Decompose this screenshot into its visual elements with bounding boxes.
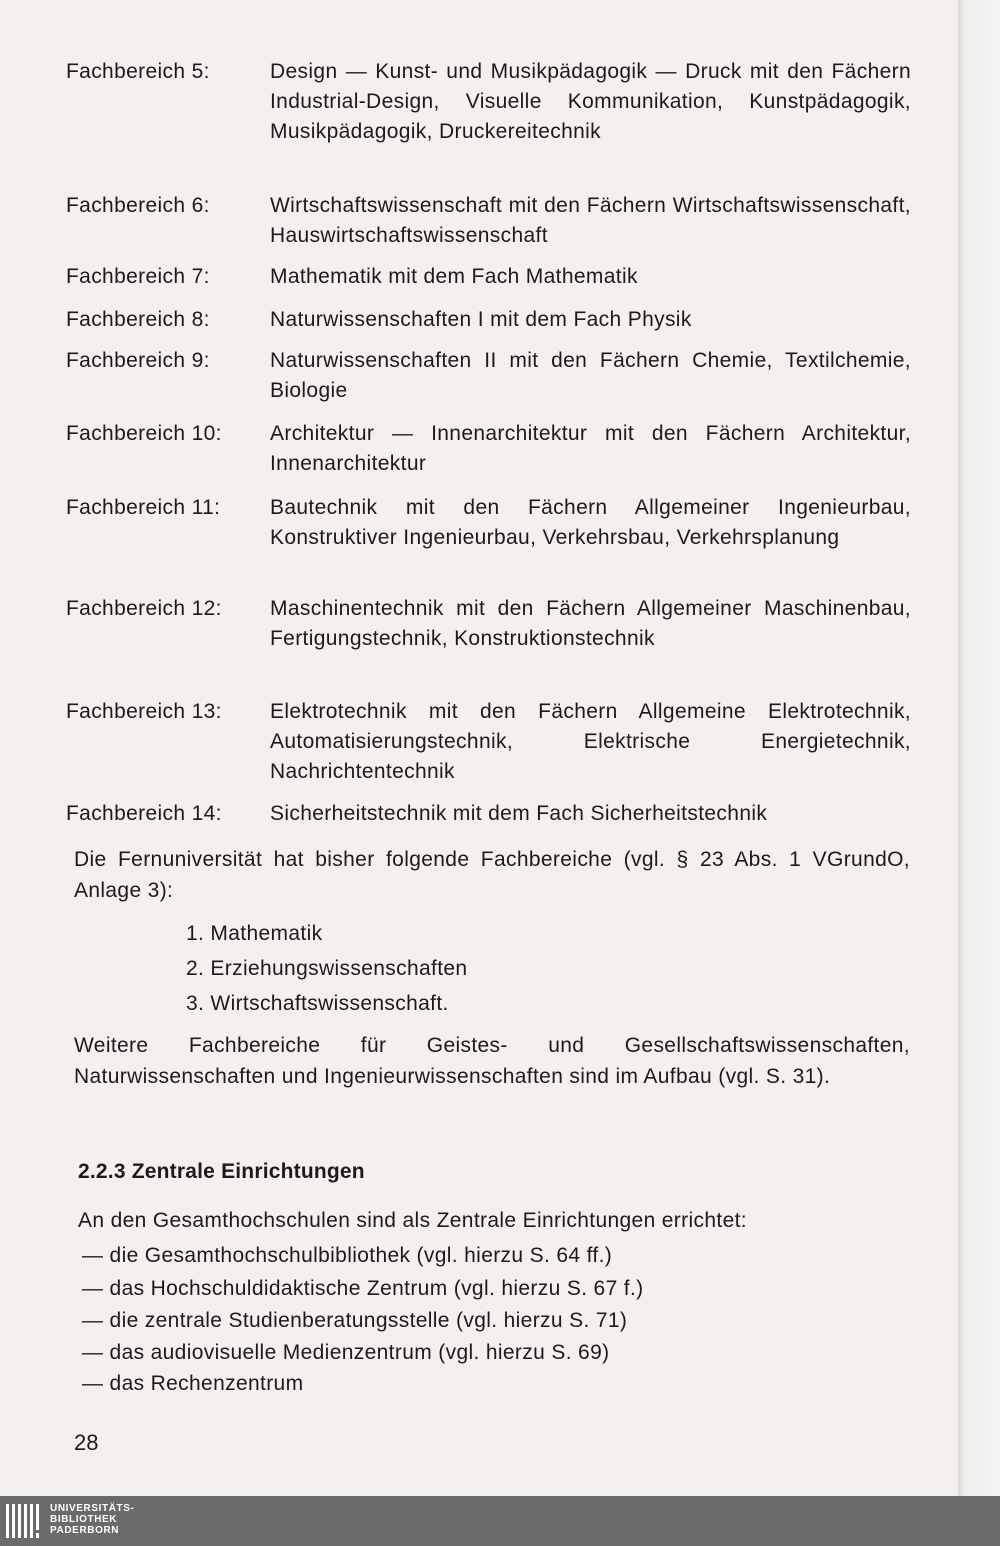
fachbereich-entry [66, 191, 911, 251]
library-logo-text [50, 1503, 134, 1536]
list-item: — das Rechenzentrum [82, 1372, 304, 1395]
fachbereich-label: Fachbereich 8: [66, 308, 210, 331]
fachbereich-description: Maschinentechnik mit den Fächern Allgemeiner Maschinenbau, Fertigungstechnik, Konstruktionstechnik [270, 597, 911, 650]
fernuni-intro: Die Fernuniversität hat bisher folgende Fachbereiche (vgl. § 23 Abs. 1 VGrundO, Anlage 3): [74, 848, 910, 902]
list-item: 2. Erziehungswissenschaften [186, 957, 468, 980]
fachbereich-description: Naturwissenschaften I mit dem Fach Physik [270, 308, 692, 331]
fachbereich-description: Design — Kunst- und Musikpädagogik — Druck mit den Fächern Industrial-Design, Visuelle Kommunikation, Kunstpädagogik, Musikpädagogik, Druckereitechnik [270, 60, 911, 143]
list-item: — das Hochschuldidaktische Zentrum (vgl. hierzu S. 67 f.) [82, 1277, 644, 1300]
list-item: 1. Mathematik [186, 922, 323, 945]
fachbereich-description: Wirtschaftswissenschaft mit den Fächern Wirtschaftswissenschaft, Hauswirtschaftswissenschaft [270, 194, 911, 247]
fachbereich-label: Fachbereich 13: [66, 700, 222, 723]
logo-line: BIBLIOTHEK [50, 1514, 118, 1525]
list-item: 3. Wirtschaftswissenschaft. [186, 992, 449, 1015]
weitere-paragraph: Weitere Fachbereiche für Geistes- und Gesellschaftswissenschaften, Naturwissenschaften und Ingenieurwissenschaften sind im Aufbau (vgl. S. 31). [74, 1034, 910, 1088]
fachbereich-entry [66, 346, 911, 406]
fachbereich-entry [66, 697, 911, 787]
fachbereich-description: Naturwissenschaften II mit den Fächern Chemie, Textilchemie, Biologie [270, 349, 911, 402]
logo-line: PADERBORN [50, 1525, 120, 1536]
fachbereich-entry [66, 57, 911, 147]
fachbereich-entry [66, 262, 911, 292]
page-number: 28 [74, 1430, 99, 1455]
fachbereich-entry [66, 493, 911, 553]
fachbereich-description: Sicherheitstechnik mit dem Fach Sicherheitstechnik [270, 802, 768, 825]
list-item: — die zentrale Studienberatungsstelle (vgl. hierzu S. 71) [82, 1309, 628, 1332]
fachbereich-entry [66, 419, 911, 479]
page-edge [958, 0, 1000, 1496]
fachbereich-label: Fachbereich 5: [66, 60, 210, 83]
footer-bar [0, 1496, 1000, 1546]
fachbereich-label: Fachbereich 6: [66, 194, 210, 217]
fachbereich-label: Fachbereich 12: [66, 597, 222, 620]
fachbereich-entry [66, 799, 911, 829]
fachbereich-label: Fachbereich 9: [66, 349, 210, 372]
section-heading: 2.2.3 Zentrale Einrichtungen [78, 1160, 365, 1183]
list-item: — das audiovisuelle Medienzentrum (vgl. hierzu S. 69) [82, 1341, 610, 1364]
fachbereich-label: Fachbereich 10: [66, 422, 222, 445]
fachbereich-entry [66, 594, 911, 654]
fachbereich-description: Architektur — Innenarchitektur mit den Fächern Architektur, Innenarchitektur [270, 422, 911, 475]
fachbereich-description: Bautechnik mit den Fächern Allgemeiner Ingenieurbau, Konstruktiver Ingenieurbau, Verkehrsbau, Verkehrsplanung [270, 496, 911, 549]
fachbereich-label: Fachbereich 7: [66, 265, 210, 288]
fachbereich-description: Mathematik mit dem Fach Mathematik [270, 265, 638, 288]
fachbereich-label: Fachbereich 14: [66, 802, 222, 825]
list-item: — die Gesamthochschulbibliothek (vgl. hierzu S. 64 ff.) [82, 1244, 613, 1267]
logo-line: UNIVERSITÄTS- [50, 1503, 135, 1514]
fachbereich-label: Fachbereich 11: [66, 496, 221, 519]
fachbereich-description: Elektrotechnik mit den Fächern Allgemeine Elektrotechnik, Automatisierungstechnik, Elektrische Energietechnik, Nachrichtentechnik [270, 700, 911, 783]
library-logo-icon [6, 1504, 42, 1538]
fachbereich-entry [66, 305, 911, 335]
zentrale-intro: An den Gesamthochschulen sind als Zentrale Einrichtungen errichtet: [78, 1209, 747, 1232]
